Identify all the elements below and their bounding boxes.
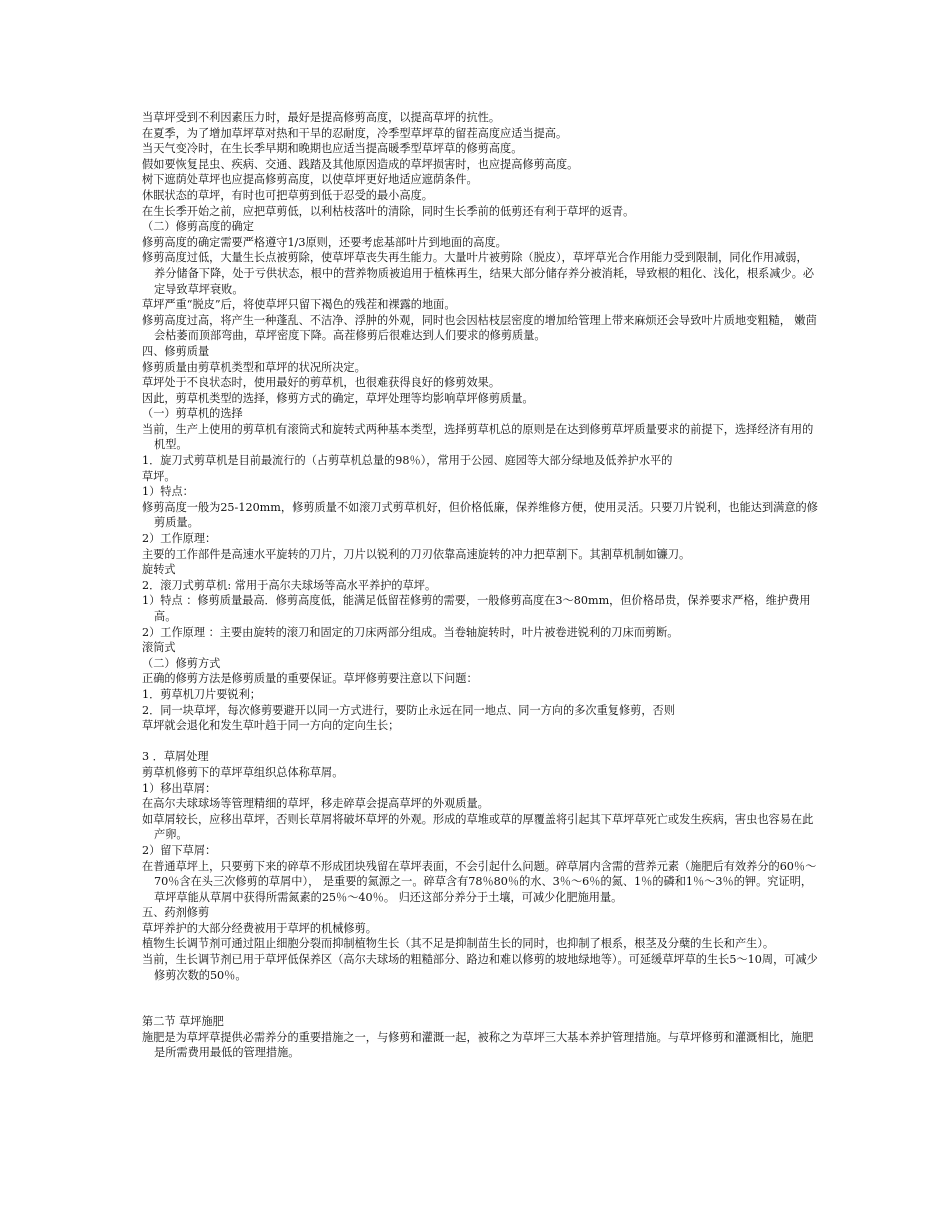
text-line: 正确的修剪方法是修剪质量的重要保证。草坪修剪要注意以下问题： (142, 672, 478, 686)
paragraph: 修剪高度过高，将产生一种蓬乱、不洁净、浮肿的外观，同时也会因枯枝层密度的增加给管理上带来麻烦还会导致叶片质地变粗糙， 嫩茴会枯萎而顶部弯曲，草坪密度下降。高茬修剪后很难达到人们要求的修剪质量。 (142, 313, 817, 343)
list-heading: 2）工作原理： (142, 532, 217, 546)
blank-line (142, 983, 818, 1014)
section-heading: 五、药剂修剪 (142, 906, 210, 920)
text-line: 修剪质量由剪草机类型和草坪的状况所决定。 (142, 360, 366, 374)
paragraph: 当前，生产上使用的剪草机有滚筒式和旋转式两种基本类型，选择剪草机总的原则是在达到修剪草坪质量要求的前提下，选择经济有用的机型。 (142, 422, 814, 452)
text-line: 1．剪草机刀片要锐利； (142, 687, 261, 701)
paragraph: 植物生长调节剂可通过阻止细胞分裂而抑制植物生长（其不足是抑制苗生长的同时，也抑制了根系，根茎及分蘖的生长和产生）。 (142, 937, 775, 951)
document-body (142, 110, 818, 1061)
text-line: 2）工作原理 ：主要由旋转的滚刀和固定的刀床两部分组成。当卷轴旋转时，叶片被卷进锐利的刀床而剪断。 (142, 625, 679, 639)
text-line: 滚筒式 (142, 641, 176, 655)
text-line: 2．同一块草坪，每次修剪要避开以同一方式进行，要防止永远在同一地点、同一方向的多次重复修剪，否则 (142, 703, 675, 717)
text-line: 当天气变冷时，在生长季早期和晚期也应适当提高暖季型草坪草的修剪高度。 (142, 142, 523, 156)
text-line: 草坪。 (142, 469, 176, 483)
section-heading: 3 ．草屑处理 (142, 750, 209, 764)
list-heading: 1）移出草屑： (142, 781, 217, 795)
text-line: 草坪处于不良状态时，使用最好的剪草机，也很难获得良好的修剪效果。 (142, 376, 501, 390)
text-line: 主要的工作部件是高速水平旋转的刀片，刀片以锐利的刀刃依靠高速旋转的冲力把草割下。其割草机制如镰刀。 (142, 547, 691, 561)
text-line: 因此，剪草机类型的选择，修剪方式的确定，草坪处理等均影响草坪修剪质量。 (142, 391, 534, 405)
text-line: 休眠状态的草坪，有时也可把草剪到低于忍受的最小高度。 (142, 188, 433, 202)
paragraph: 施肥是为草坪草提供必需养分的重要措施之一，与修剪和灌溉一起，被称之为草坪三大基本养护管理措施。与草坪修剪和灌溉相比，施肥是所需费用最低的管理措施。 (142, 1030, 814, 1060)
paragraph: 如草屑较长，应移出草坪，否则长草屑将破坏草坪的外观。形成的草堆或草的厚覆盖将引起其下草坪草死亡或发生疾病，害虫也容易在此产卵。 (142, 812, 814, 842)
text-line: 在生长季开始之前，应把草剪低，以利枯枝落叶的清除，同时生长季前的低剪还有利于草坪的返青。 (142, 204, 635, 218)
section-heading: （二）修剪方式 (142, 656, 221, 670)
text-line: 在夏季，为了增加草坪草对热和干旱的忍耐度，冷季型草坪草的留茬高度应适当提高。 (142, 126, 568, 140)
text-line: 假如要恢复昆虫、疾病、交通、践踏及其他原因造成的草坪损害时，也应提高修剪高度。 (142, 157, 579, 171)
text-line: 旋转式 (142, 563, 176, 577)
section-heading: （一）剪草机的选择 (142, 407, 243, 421)
paragraph: 修剪高度过低，大量生长点被剪除，使草坪草丧失再生能力。大量叶片被剪除（脱皮），草坪草光合作用能力受到限制，同化作用减弱，养分储备下降，处于亏供状态，根中的营养物质被追用于植株再生，结果大部分储存养分被消耗，导致根的粗化、浅化，根系减少。必定导致草坪衰败。 (142, 251, 815, 296)
paragraph: 修剪高度一般为25-120mm，修剪质量不如滚刀式剪草机好，但价格低廉，保养维修方便，使用灵活。只要刀片锐利，也能达到满意的修剪质量。 (142, 500, 818, 530)
text-line: 修剪高度的确定需要严格遵守1/3原则，还要考虑基部叶片到地面的高度。 (142, 235, 507, 249)
text-line: 当草坪受到不利因素压力时，最好是提高修剪高度，以提高草坪的抗性。 (142, 111, 501, 124)
text-line: 在高尔夫球球场等管理精细的草坪，移走碎草会提高草坪的外观质量。 (142, 797, 489, 811)
text-line: 草坪养护的大部分经费被用于草坪的机械修剪。 (142, 921, 377, 935)
paragraph: 当前，生长调节剂已用于草坪低保养区（高尔夫球场的粗糙部分、路边和难以修剪的坡地绿地等）。可延缓草坪草的生长5～10周，可减少修剪次数的50％。 (142, 953, 818, 982)
section-heading: （二）修剪高度的确定 (142, 220, 254, 234)
section-heading: 四、修剪质量 (142, 344, 210, 358)
paragraph: 在普通草坪上，只要剪下来的碎草不形成团块残留在草坪表面，不会引起什么问题。碎草屑内含需的营养元素（施肥后有效养分的60％～70％含在头三次修剪的草屑中）， 是重要的氮源之一。碎草含有78％80％的水、3％～6％的氮、1％的磷和1％～3％的钾。究证明，草坪草能从草屑中获得所需氮素的25％～40％。 归还这部分养分于土壤，可减少化肥施用量。 (142, 859, 817, 904)
text-line: 草坪就会退化和发生草叶趋于同一方向的定向生长； (142, 719, 400, 733)
chapter-heading: 第二节 草坪施肥 (142, 1015, 224, 1029)
blank-line (142, 734, 818, 750)
list-heading: 2）留下草屑： (142, 843, 217, 857)
text-line: 2．滚刀式剪草机: 常用于高尔夫球场等高水平养护的草坪。 (142, 578, 437, 592)
text-line: 草坪严重“脱皮”后，将使草坪只留下褐色的残茬和裸露的地面。 (142, 298, 456, 312)
text-line: 树下遮荫处草坪也应提高修剪高度，以使草坪更好地适应遮荫条件。 (142, 173, 478, 187)
text-line: 1．旋刀式剪草机是目前最流行的（占剪草机总量的98％），常用于公园、庭园等大部分绿地及低养护水平的 (142, 454, 673, 468)
list-heading: 1）特点： (142, 485, 194, 499)
paragraph: 1）特点 ：修剪质量最高．修剪高度低，能满足低留茬修剪的需要，一般修剪高度在3～80mm，但价格昂贵，保养要求严格，维护费用高。 (142, 594, 811, 623)
text-line: 剪草机修剪下的草坪草组织总体称草屑。 (142, 765, 344, 779)
